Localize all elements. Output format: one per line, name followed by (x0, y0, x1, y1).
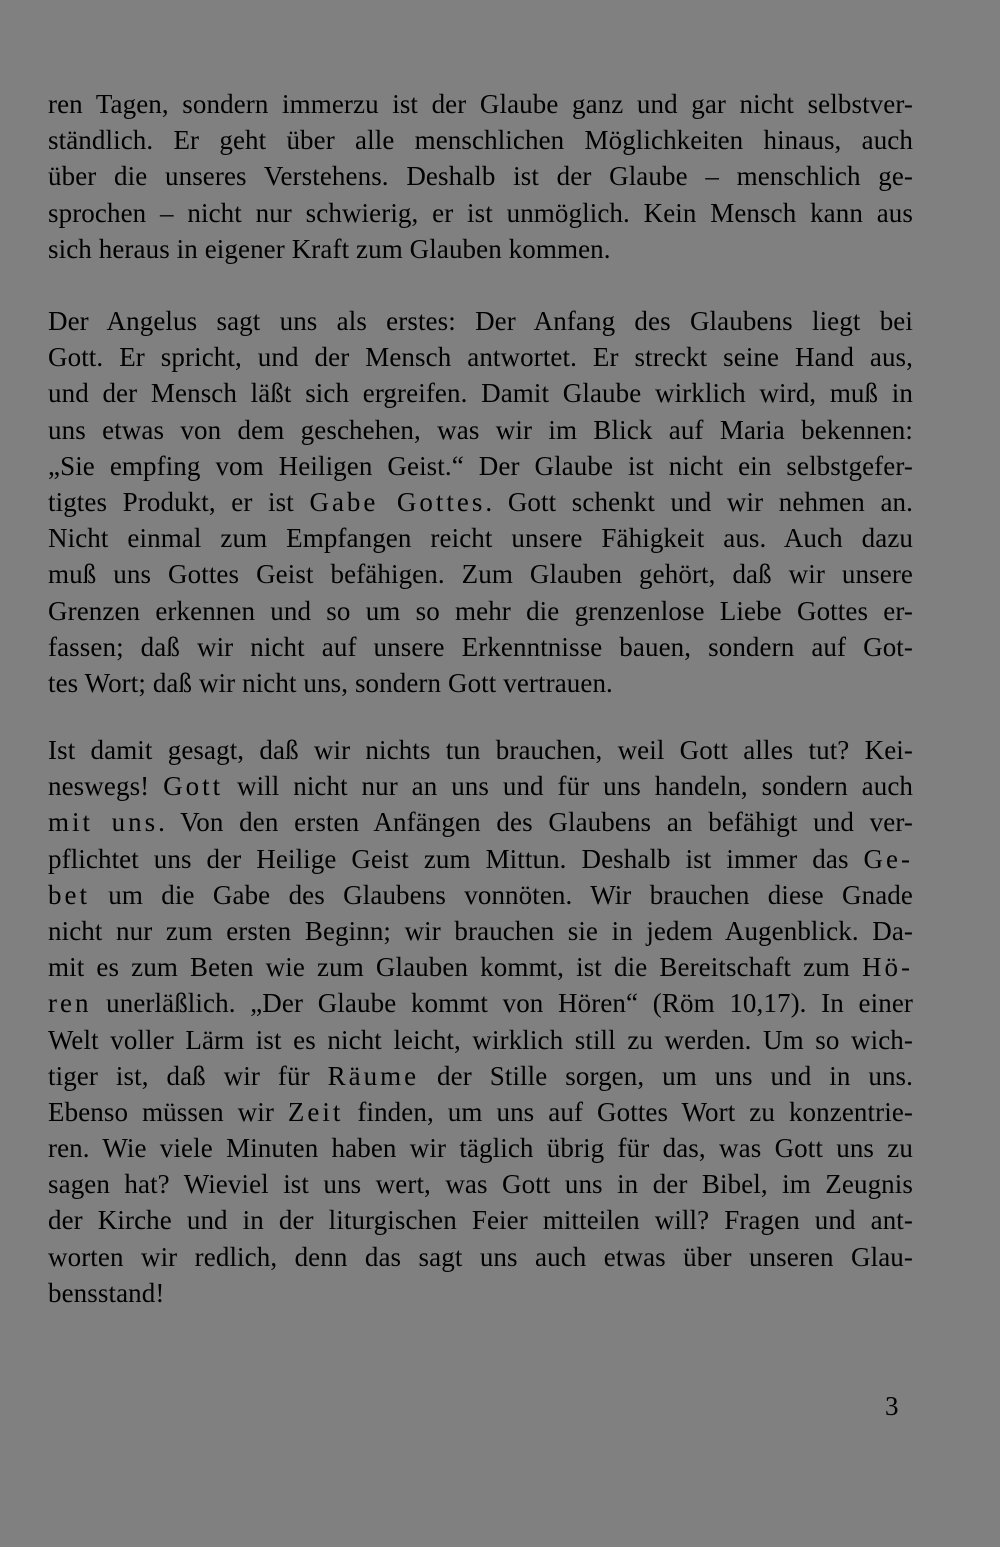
text-line: der Kirche und in der liturgischen Feier mitteilen will? Fragen und ant- (48, 1205, 913, 1236)
paragraph-1 (48, 86, 913, 267)
text-line: sich heraus in eigener Kraft zum Glauben kommen. (48, 233, 611, 264)
emphasized-text: Räume (327, 1060, 420, 1091)
text-line (48, 877, 913, 913)
text-line: Der Angelus sagt uns als erstes: Der Anfang des Glaubens liegt bei (48, 306, 913, 336)
text-line: Ist damit gesagt, daß wir nichts tun brauchen, weil Gott alles tut? Kei- (48, 735, 913, 765)
text-segment: finden, um uns auf Gottes Wort zu konzentrie- (343, 1096, 913, 1127)
text-line (48, 949, 913, 985)
text-line: Grenzen erkennen und so um so mehr die grenzenlose Liebe Gottes er- (48, 595, 913, 626)
text-line (48, 841, 913, 877)
text-line: nicht nur zum ersten Beginn; wir brauchen sie in jedem Augenblick. Da- (48, 915, 913, 946)
paragraph-2 (48, 303, 913, 701)
text-segment: . Gott schenkt und wir nehmen an. (485, 486, 913, 517)
text-line: tes Wort; daß wir nicht uns, sondern Gott vertrauen. (48, 667, 613, 698)
emphasized-text: Hö- (862, 952, 913, 983)
page-number: 3 (885, 1391, 899, 1421)
text-segment: unerläßlich. „Der Glaube kommt von Hören“ (Röm 10,17). In einer (91, 988, 913, 1019)
emphasized-text: Zeit (287, 1096, 344, 1127)
text-line: ren Tagen, sondern immerzu ist der Glaube ganz und gar nicht selbstver- (48, 89, 913, 119)
text-line (48, 804, 913, 840)
text-line (48, 484, 913, 520)
text-line: fassen; daß wir nicht auf unsere Erkenntnisse bauen, sondern auf Got- (48, 631, 913, 662)
text-line (48, 1094, 913, 1130)
emphasized-text: mit uns (48, 807, 159, 838)
text-segment: mit es zum Beten wie zum Glauben kommt, ist die Bereitschaft zum (48, 952, 862, 983)
text-line: Welt voller Lärm ist es nicht leicht, wirklich still zu werden. Um so wich- (48, 1024, 913, 1055)
text-line: und der Mensch läßt sich ergreifen. Damit Glaube wirklich wird, muß in (48, 378, 913, 409)
text-line: muß uns Gottes Geist befähigen. Zum Glauben gehört, daß wir unsere (48, 559, 913, 590)
emphasized-text: ren (48, 988, 92, 1019)
emphasized-text: Gott (163, 771, 224, 802)
text-segment: der Stille sorgen, um uns und in uns. (419, 1060, 913, 1091)
text-line (48, 1058, 913, 1094)
text-line: Nicht einmal zum Empfangen reicht unsere Fähigkeit aus. Auch dazu (48, 523, 913, 554)
text-line: bensstand! (48, 1277, 165, 1308)
text-line (48, 768, 913, 804)
text-line: sprochen – nicht nur schwierig, er ist unmöglich. Kein Mensch kann aus (48, 197, 913, 228)
text-line: worten wir redlich, denn das sagt uns auch etwas über unseren Glau- (48, 1241, 913, 1272)
paragraph-3 (48, 732, 913, 1311)
text-line: Gott. Er spricht, und der Mensch antwortet. Er streckt seine Hand aus, (48, 342, 913, 373)
text-line: uns etwas von dem geschehen, was wir im Blick auf Maria bekennen: (48, 414, 913, 445)
emphasized-text: bet (48, 879, 90, 910)
text-segment: . Von den ersten Anfängen des Glaubens an befähigt und ver- (158, 807, 913, 838)
emphasized-text: Gabe Gottes (309, 486, 486, 517)
text-line: ständlich. Er geht über alle menschlichen Möglichkeiten hinaus, auch (48, 125, 913, 156)
text-segment: tigtes Produkt, er ist (48, 486, 310, 517)
text-segment: tiger ist, daß wir für (48, 1060, 328, 1091)
text-segment: um die Gabe des Glaubens vonnöten. Wir brauchen diese Gnade (90, 879, 913, 910)
text-segment: will nicht nur an uns und für uns handeln, sondern auch (223, 771, 914, 802)
text-segment: pflichtet uns der Heilige Geist zum Mittun. Deshalb ist immer das (48, 843, 864, 874)
emphasized-text: Ge- (863, 843, 913, 874)
text-line: ren. Wie viele Minuten haben wir täglich übrig für das, was Gott uns zu (48, 1133, 913, 1164)
text-segment: neswegs! (48, 771, 164, 802)
text-line: über die unseres Verstehens. Deshalb ist der Glaube – menschlich ge- (48, 161, 913, 192)
text-line (48, 985, 913, 1021)
text-line: „Sie empfing vom Heiligen Geist.“ Der Glaube ist nicht ein selbstgefer- (48, 450, 913, 481)
text-segment: Ebenso müssen wir (48, 1096, 288, 1127)
text-line: sagen hat? Wieviel ist uns wert, was Gott uns in der Bibel, im Zeugnis (48, 1169, 913, 1200)
